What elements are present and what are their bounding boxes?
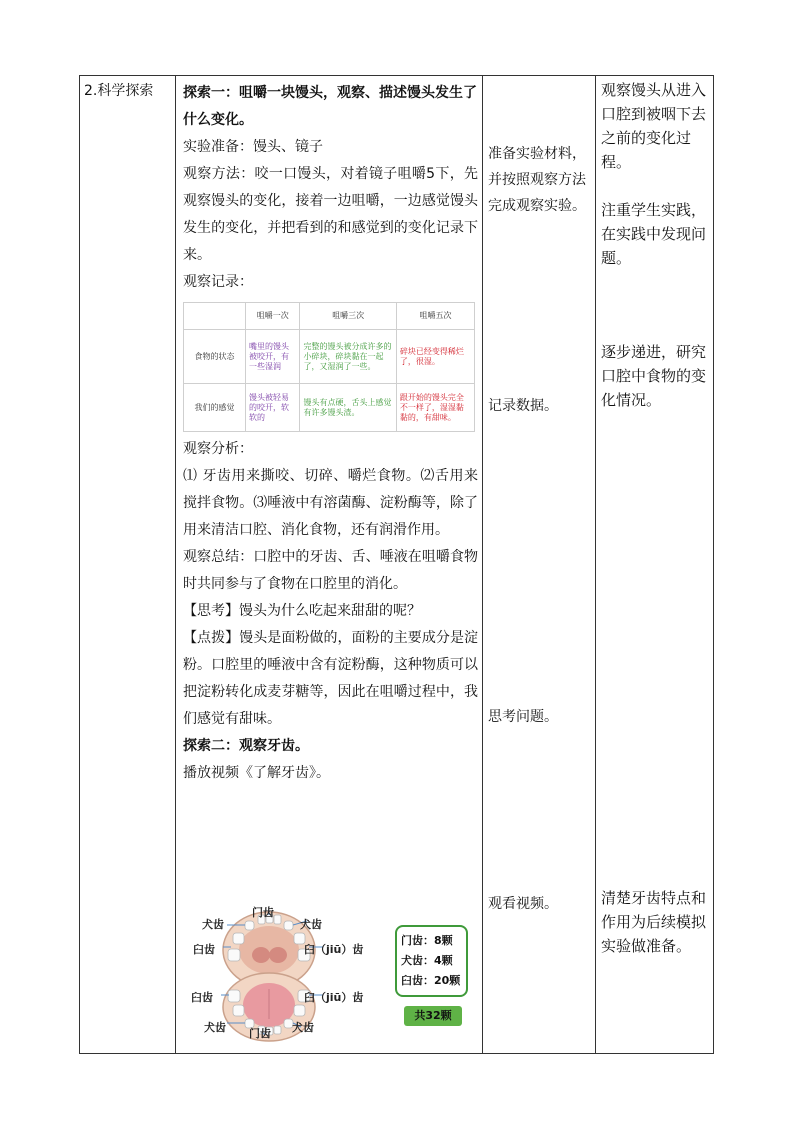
record-header-cell: [184, 303, 246, 330]
record-header-row: [184, 303, 475, 330]
teeth-label: 门齿: [249, 1027, 271, 1040]
teeth-label: 臼（jiū）齿: [304, 943, 364, 956]
record-row: [184, 384, 475, 432]
design-intent: 观察馒头从进入口腔到被咽下去之前的变化过程。: [601, 81, 707, 171]
record-cell: 碎块已经变得稀烂了，很湿。: [396, 330, 474, 384]
record-header-cell: 咀嚼三次: [300, 303, 396, 330]
teeth-total-badge: 共32颗: [404, 1006, 462, 1026]
summary-text: 观察总结：口腔中的牙齿、舌、唾液在咀嚼食物时共同参与了食物在口腔里的消化。: [183, 549, 478, 592]
design-intent: 清楚牙齿特点和作用为后续模拟实验做准备。: [601, 889, 707, 955]
think-text: 【思考】馒头为什么吃起来甜甜的呢？: [183, 603, 421, 619]
teeth-label: 臼齿: [191, 991, 213, 1004]
teeth-label: 犬齿: [202, 918, 224, 931]
teeth-label: 门齿: [252, 906, 274, 919]
record-label: 观察记录：: [183, 274, 253, 290]
column-divider: [482, 75, 483, 1054]
hint-text: 【点拨】馒头是面粉做的，面粉的主要成分是淀粉。口腔里的唾液中含有淀粉酶，这种物质可以把淀粉转化成麦芽糖等，因此在咀嚼过程中，我们感觉有甜味。: [183, 630, 478, 727]
design-intent: 注重学生实践，在实践中发现问题。: [601, 201, 707, 267]
teeth-label: 臼齿: [193, 943, 215, 956]
record-cell: 馒头有点硬，舌头上感觉有许多馒头渣。: [300, 384, 396, 432]
method-text: 观察方法：咬一口馒头，对着镜子咀嚼5下，先观察馒头的变化，接着一边咀嚼，一边感觉馒头发生的变化，并把看到的和感觉到的变化记录下来。: [183, 166, 478, 263]
record-table: [183, 302, 475, 432]
section-label: 2.科学探索: [84, 83, 154, 99]
teeth-label: 犬齿: [300, 918, 322, 931]
explore1-title: 探索一：咀嚼一块馒头，观察、描述馒头发生了什么变化。: [183, 85, 477, 128]
teeth-label: 臼（jiū）齿: [304, 991, 364, 1004]
record-header-cell: 咀嚼一次: [246, 303, 300, 330]
design-intent: 逐步递进，研究口腔中食物的变化情况。: [601, 343, 707, 409]
record-cell: 跟开始的馒头完全不一样了，湿湿黏黏的，有甜味。: [396, 384, 474, 432]
analysis-text: ⑴ 牙齿用来撕咬、切碎、嚼烂食物。⑵舌用来搅拌食物。⑶唾液中有溶菌酶、淀粉酶等，除了用来清洁口腔、消化食物，还有润滑作用。: [183, 468, 478, 538]
student-activity: 记录数据。: [488, 398, 558, 414]
column-divider: [175, 75, 176, 1054]
record-row-label: 我们的感觉: [184, 384, 246, 432]
record-header-cell: 咀嚼五次: [396, 303, 474, 330]
record-row-label: 食物的状态: [184, 330, 246, 384]
analysis-label: 观察分析：: [183, 441, 253, 457]
teeth-count: 犬齿：4颗: [401, 954, 453, 967]
lesson-content: [183, 80, 478, 787]
video-text: 播放视频《了解牙齿》。: [183, 765, 330, 781]
record-cell: 嘴里的馒头被咬开，有一些湿润: [246, 330, 300, 384]
column-divider: [595, 75, 596, 1054]
prep-text: 实验准备：馒头、镜子: [183, 139, 323, 155]
teeth-count-box: [395, 925, 468, 997]
teeth-count: 门齿：8颗: [401, 934, 453, 947]
student-activity: 观看视频。: [488, 896, 558, 912]
teeth-label: 犬齿: [204, 1021, 226, 1034]
explore2-title: 探索二：观察牙齿。: [183, 738, 309, 754]
teeth-label: 犬齿: [292, 1021, 314, 1034]
record-cell: 馒头被轻易的咬开，软软的: [246, 384, 300, 432]
student-activity: 准备实验材料，并按照观察方法完成观察实验。: [488, 146, 586, 214]
student-activity: 思考问题。: [488, 709, 558, 725]
record-row: [184, 330, 475, 384]
record-cell: 完整的馒头被分成许多的小碎块，碎块黏在一起了，又湿润了一些。: [300, 330, 396, 384]
teeth-count: 臼齿：20颗: [401, 974, 461, 987]
